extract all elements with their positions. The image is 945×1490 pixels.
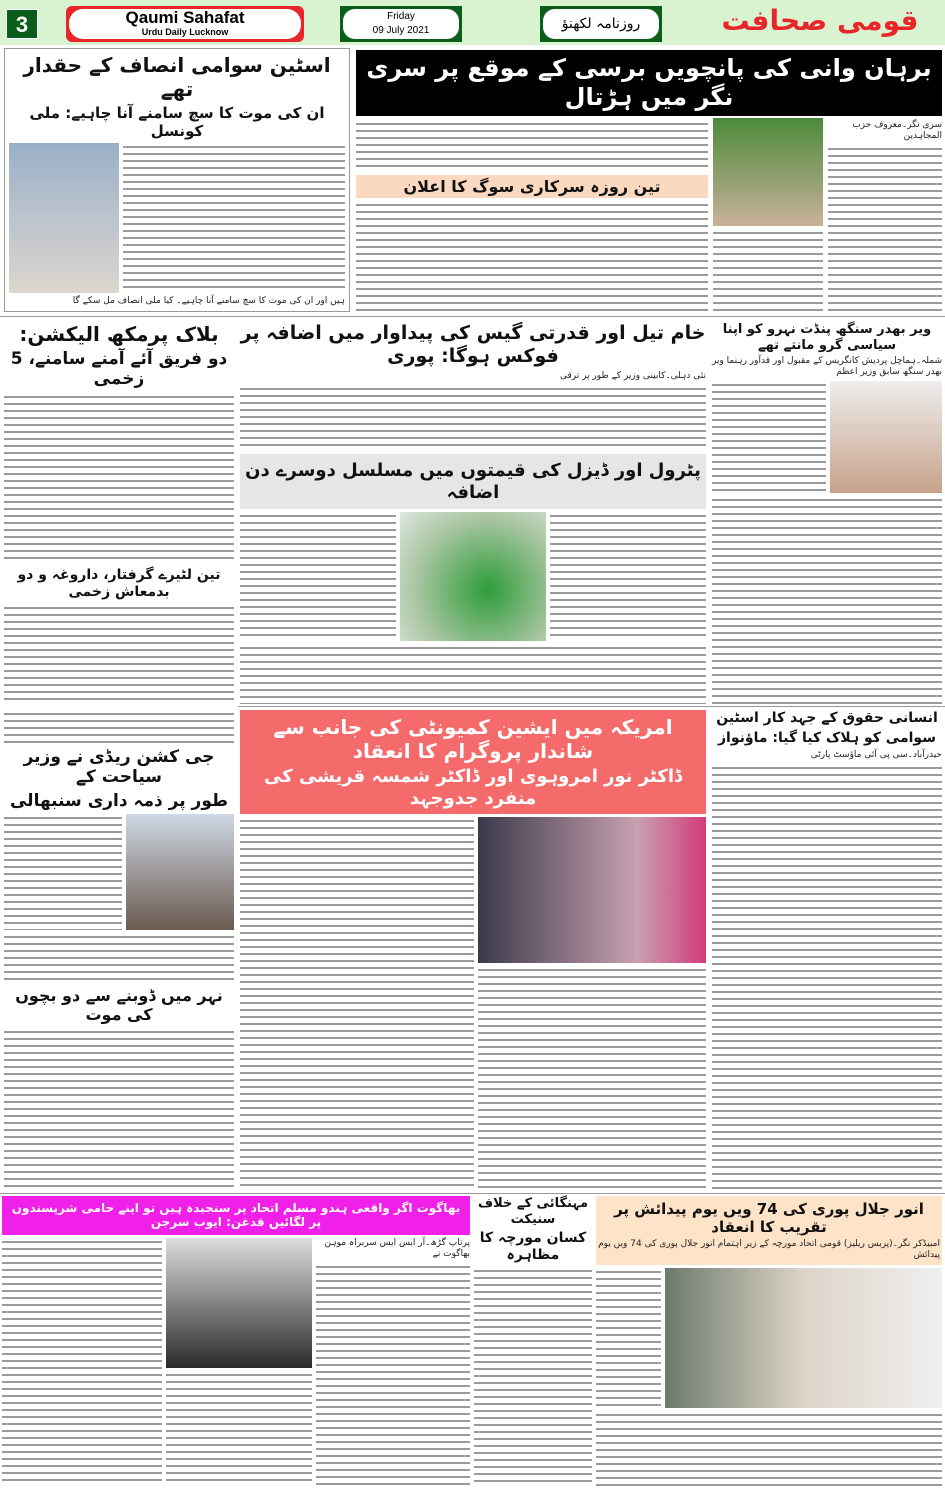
subhead: طور پر ذمہ داری سنبھالی xyxy=(9,790,228,811)
masthead-english xyxy=(66,6,304,42)
headline: نہر میں ڈوبنے سے دو بچوں کی موت xyxy=(15,986,223,1025)
headline: تین لٹیرے گرفتار، داروغہ و دو بدمعاش زخمی xyxy=(17,567,221,601)
subhead: دو فریق آئے آمنے سامنے، 5 زخمی xyxy=(10,349,228,390)
body-text xyxy=(596,1268,661,1408)
body-text xyxy=(316,1263,470,1486)
body-text xyxy=(478,966,706,1190)
headline: برہان وانی کی پانچویں برسی کے موقع پر سری نگر میں ہڑتال xyxy=(366,54,932,111)
photo-reddy xyxy=(126,814,234,930)
date-box xyxy=(340,6,462,42)
headline: انور جلال پوری کی 74 ویں یوم پیدائش پر تقریب کا انعقاد xyxy=(614,1200,924,1236)
body-text xyxy=(4,393,234,565)
story-band xyxy=(596,1196,942,1265)
day: Friday xyxy=(387,11,415,22)
story-burhan-right-col xyxy=(828,120,942,312)
body-text xyxy=(123,143,345,293)
photo-person xyxy=(9,143,119,293)
photo-burhan xyxy=(713,118,823,226)
photo-petrol-pump xyxy=(400,512,546,641)
story-stan-swamy xyxy=(4,48,350,312)
dateline: شملہ۔ہماچل پردیش کانگریس کے مقبول اور قدآور رہنما ویر بھدر سنگھ سابق وزیر اعظم xyxy=(711,356,942,378)
photo-column xyxy=(166,1238,312,1486)
body-text xyxy=(240,817,474,1190)
subhead: ان کی موت کا سچ سامنے آنا چاہیے: ملی کونسل xyxy=(29,104,325,140)
story-petrol xyxy=(240,454,706,704)
body-text xyxy=(4,814,122,930)
masthead-title: Qaumi Sahafat xyxy=(125,8,245,27)
dateline: حیدرآباد۔سی پی آئی ماؤسٹ پارٹی xyxy=(810,749,942,760)
headline: اسٹین سوامی انصاف کے حقدار تھے xyxy=(23,53,331,101)
page-number: 3 xyxy=(6,9,38,39)
body-text xyxy=(712,381,826,493)
caption: ہیں اور ان کی موت کا سچ سامنے آنا چاہیے۔ کیا ملی انصاف مل سکے گا xyxy=(72,296,345,306)
photo-virbhadra xyxy=(830,381,942,493)
body-text xyxy=(4,604,234,704)
story-virbhadra xyxy=(712,322,942,704)
body-text xyxy=(550,512,706,641)
story-maoist xyxy=(712,710,942,1190)
body-text xyxy=(4,710,234,744)
dateline: پرتاپ گڑھ۔آر ایس ایس سربراہ موہن بھاگوت نے xyxy=(324,1237,470,1259)
story-anwar xyxy=(596,1196,942,1486)
headline: انسانی حقوق کے جہد کار اسٹین xyxy=(716,710,938,726)
headline: ویر بھدر سنگھ پنڈت نہرو کو اپنا سیاسی گرو مانتے تھے xyxy=(722,322,932,353)
body-text xyxy=(596,1411,942,1486)
story-block-election xyxy=(4,322,234,704)
urdu-logo: قومی صحافت xyxy=(721,4,919,37)
dateline: امبیڈکر نگر۔(پریس ریلیز) قومی اتحاد مورچہ کے زیر اہتمام انور جلال پوری کی 74 ویں یوم پیدائش xyxy=(598,1239,940,1260)
body-text xyxy=(474,1267,592,1486)
headline-banner xyxy=(356,50,942,116)
photo-ayub xyxy=(166,1238,312,1368)
photo-column xyxy=(478,817,706,1190)
headline: پٹرول اور ڈیزل کی قیمتوں میں مسلسل دوسرے دن اضافہ xyxy=(240,454,706,509)
subhead: سوامی کو ہلاک کیا گیا: ماؤنواز xyxy=(718,729,936,746)
masthead-subtitle: Urdu Daily Lucknow xyxy=(141,27,229,37)
body-text xyxy=(356,120,708,172)
body-text xyxy=(240,512,396,641)
body-text xyxy=(2,1238,162,1486)
headline: بھاگوت اگر واقعی ہندو مسلم اتحاد پر سنجیدہ ہیں تو اپنے حامی شرپسندوں پر لگائیں قدغن: ایوب سرجن xyxy=(2,1196,470,1235)
divider xyxy=(238,706,945,707)
headline: امریکہ میں ایشین کمیونٹی کی جانب سے شاندار پروگرام کا انعقاد xyxy=(273,715,673,763)
subhead: کسان مورچہ کا مظاہرہ xyxy=(479,1230,587,1263)
photo-event xyxy=(478,817,706,963)
roznama-text: روزنامہ لکھنؤ xyxy=(543,9,659,39)
subhead: تین روزہ سرکاری سوگ کا اعلان xyxy=(356,175,708,198)
dateline: سری نگر۔معروف حزب المجاہدین xyxy=(852,120,942,141)
body-text xyxy=(240,385,706,450)
story-america xyxy=(240,710,706,1190)
body-text xyxy=(4,933,234,983)
body-text xyxy=(712,764,942,1190)
headline: مہنگائی کے خلاف سنیکت xyxy=(477,1196,589,1227)
story-kisan xyxy=(474,1196,592,1486)
divider xyxy=(0,316,945,317)
headline: خام تیل اور قدرتی گیس کی پیداوار میں اضافہ پر فوکس ہوگا: پوری xyxy=(240,322,706,367)
dateline: نئی دہلی۔کابینی وزیر کے طور پر ترقی xyxy=(559,370,706,381)
story-burhan-main xyxy=(356,120,708,312)
subhead: ڈاکٹر نور امروہوی اور ڈاکٹر شمسہ قریشی کی منفرد جدوجہد xyxy=(264,766,682,809)
photo-anwar-event xyxy=(665,1268,942,1408)
body-text xyxy=(356,201,708,312)
date: 09 July 2021 xyxy=(372,25,430,36)
column xyxy=(316,1238,470,1486)
story-burhan-photo-col xyxy=(713,118,823,312)
headline: بلاک پرمکھ الیکشن: xyxy=(19,322,219,346)
story-reddy xyxy=(4,710,234,1190)
headline-banner xyxy=(240,710,706,814)
body-text xyxy=(166,1371,312,1486)
body-text xyxy=(240,644,706,704)
body-text xyxy=(712,496,942,704)
divider xyxy=(0,1193,945,1194)
story-bhagwat xyxy=(2,1196,470,1486)
body-text xyxy=(713,229,823,312)
body-text xyxy=(4,1028,234,1190)
body-text xyxy=(828,145,942,312)
story-oil xyxy=(240,322,706,450)
roznama-box xyxy=(540,6,662,42)
headline: جی کشن ریڈی نے وزیر سیاحت کے xyxy=(23,747,215,788)
